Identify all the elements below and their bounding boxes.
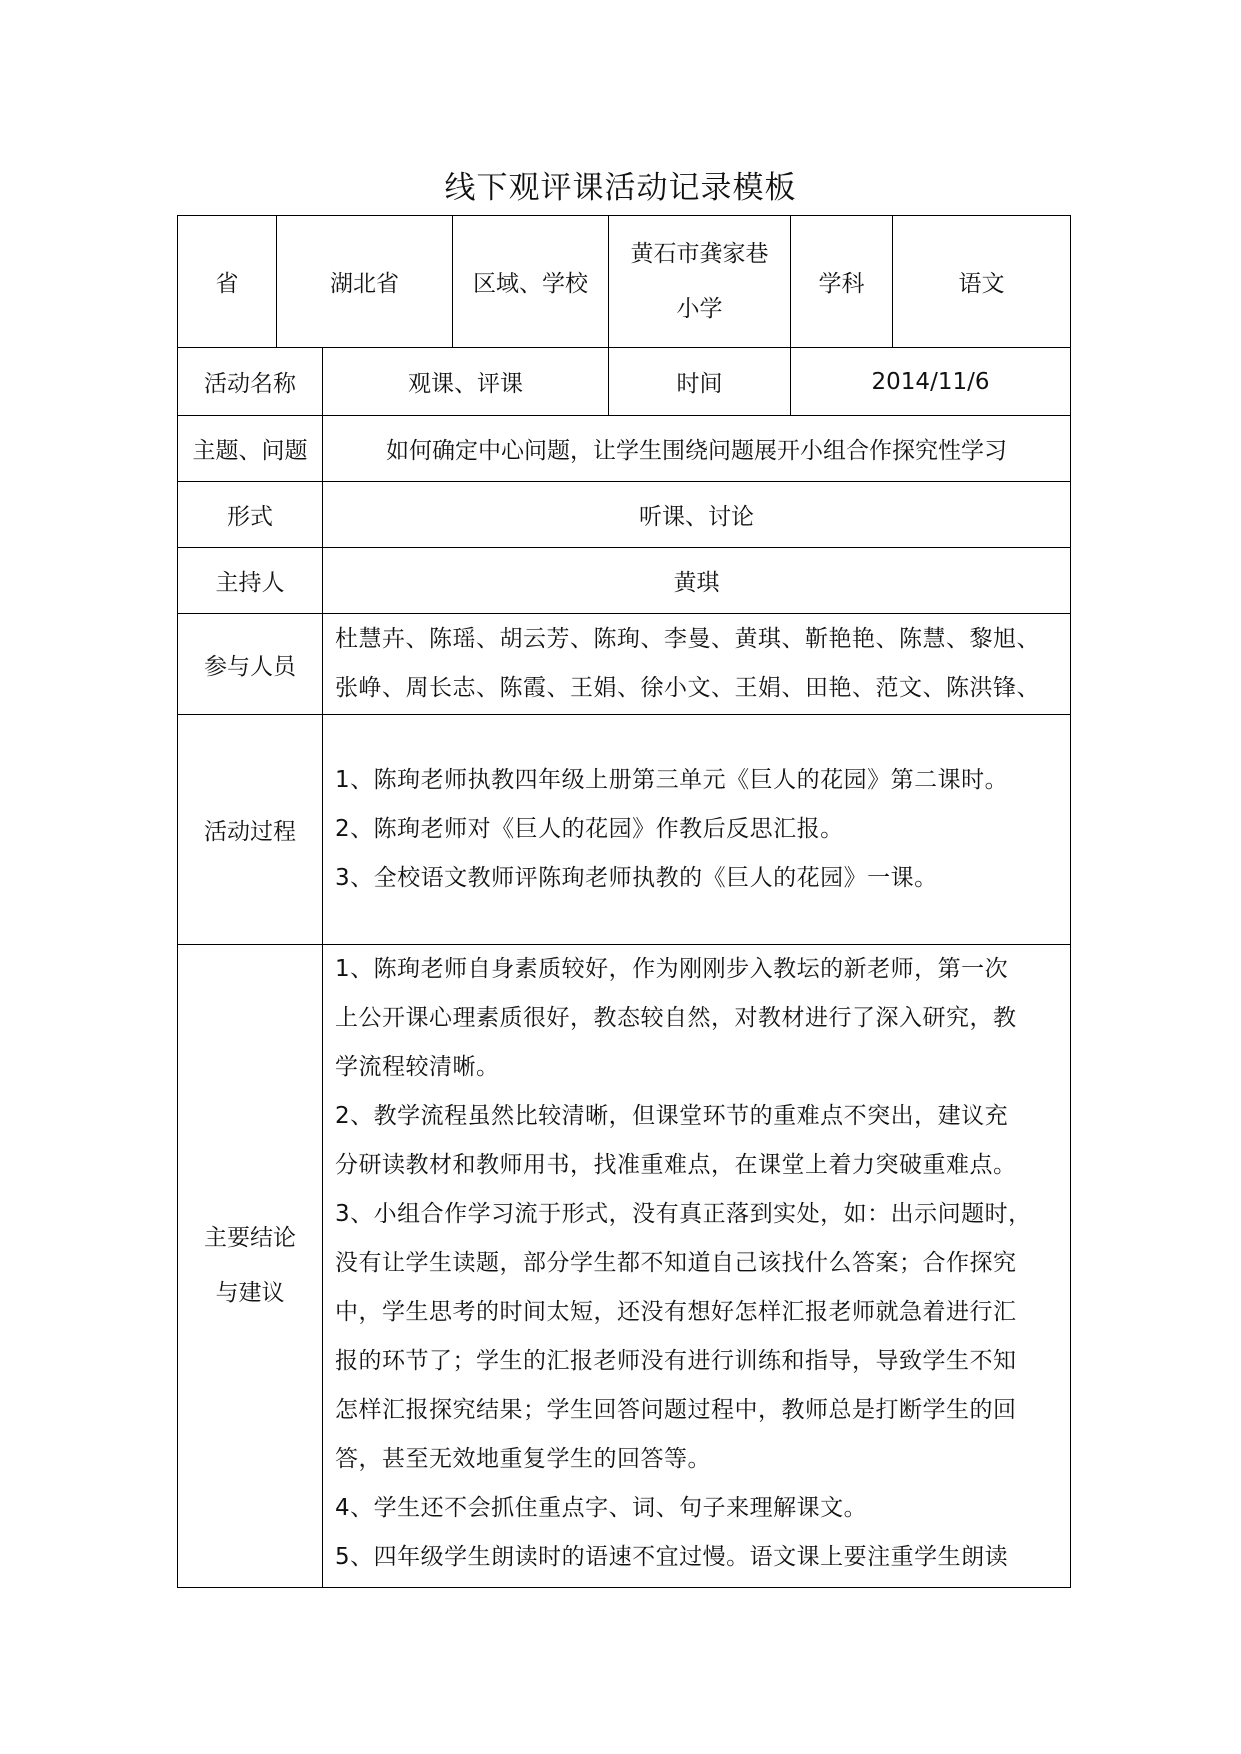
page-title: 线下观评课活动记录模板 [444, 170, 797, 206]
table-row [178, 216, 1071, 348]
participants-line: 张峥、周长志、陈霞、王娟、徐小文、王娟、田艳、范文、陈洪锋、 [335, 675, 1040, 701]
school-value-line2: 小学 [676, 295, 723, 322]
subject-value: 语文 [893, 216, 1071, 348]
table-row [178, 945, 1071, 1588]
conclusion-line: 5、四年级学生朗读时的语速不宜过慢。语文课上要注重学生朗读 [335, 1544, 1009, 1570]
school-value [609, 216, 791, 348]
conclusion-line: 学流程较清晰。 [335, 1054, 500, 1080]
participants-line: 杜慧卉、陈瑶、胡云芳、陈珣、李曼、黄琪、靳艳艳、陈慧、黎旭、 [335, 626, 1040, 652]
host-label: 主持人 [178, 548, 323, 614]
form-label: 形式 [178, 482, 323, 548]
school-value-line1: 黄石市龚家巷 [630, 240, 769, 267]
activity-label: 活动名称 [178, 348, 323, 416]
record-table [177, 215, 1071, 1588]
process-label: 活动过程 [178, 715, 323, 945]
process-item: 3、全校语文教师评陈珣老师执教的《巨人的花园》一课。 [335, 865, 938, 891]
table-row [178, 715, 1071, 945]
conclusion-line: 2、教学流程虽然比较清晰，但课堂环节的重难点不突出，建议充 [335, 1103, 1009, 1129]
table-row [178, 482, 1071, 548]
process-value [323, 715, 1071, 945]
form-value: 听课、讨论 [323, 482, 1071, 548]
conclusion-value [323, 945, 1071, 1588]
conclusion-line: 分研读教材和教师用书，找准重难点，在课堂上着力突破重难点。 [335, 1152, 1017, 1178]
host-value: 黄琪 [323, 548, 1071, 614]
conclusion-line: 1、陈珣老师自身素质较好，作为刚刚步入教坛的新老师，第一次 [335, 956, 1009, 982]
table-row [178, 416, 1071, 482]
province-value: 湖北省 [277, 216, 453, 348]
conclusion-line: 3、小组合作学习流于形式，没有真正落到实处，如：出示问题时， [335, 1201, 1032, 1227]
participants-value [323, 614, 1071, 715]
table-row [178, 348, 1071, 416]
subject-label: 学科 [791, 216, 893, 348]
conclusion-line: 报的环节了；学生的汇报老师没有进行训练和指导，导致学生不知 [335, 1348, 1017, 1374]
topic-label: 主题、问题 [178, 416, 323, 482]
table-row [178, 548, 1071, 614]
process-item: 2、陈珣老师对《巨人的花园》作教后反思汇报。 [335, 816, 844, 842]
activity-value: 观课、评课 [323, 348, 609, 416]
process-item: 1、陈珣老师执教四年级上册第三单元《巨人的花园》第二课时。 [335, 767, 1009, 793]
area-label: 区域、学校 [453, 216, 609, 348]
time-label: 时间 [609, 348, 791, 416]
table-row [178, 614, 1071, 715]
conclusion-label [178, 945, 323, 1588]
conclusion-line: 答，甚至无效地重复学生的回答等。 [335, 1446, 711, 1472]
province-label: 省 [178, 216, 277, 348]
topic-value: 如何确定中心问题，让学生围绕问题展开小组合作探究性学习 [323, 416, 1071, 482]
conclusion-label-line1: 主要结论 [204, 1225, 296, 1251]
time-value: 2014/11/6 [791, 348, 1071, 416]
conclusion-line: 4、学生还不会抓住重点字、词、句子来理解课文。 [335, 1495, 868, 1521]
participants-label: 参与人员 [178, 614, 323, 715]
conclusion-label-line2: 与建议 [215, 1280, 285, 1306]
conclusion-line: 中，学生思考的时间太短，还没有想好怎样汇报老师就急着进行汇 [335, 1299, 1017, 1325]
conclusion-line: 怎样汇报探究结果；学生回答问题过程中，教师总是打断学生的回 [335, 1397, 1017, 1423]
conclusion-line: 没有让学生读题，部分学生都不知道自己该找什么答案；合作探究 [335, 1250, 1017, 1276]
conclusion-line: 上公开课心理素质很好，教态较自然，对教材进行了深入研究，教 [335, 1005, 1017, 1031]
